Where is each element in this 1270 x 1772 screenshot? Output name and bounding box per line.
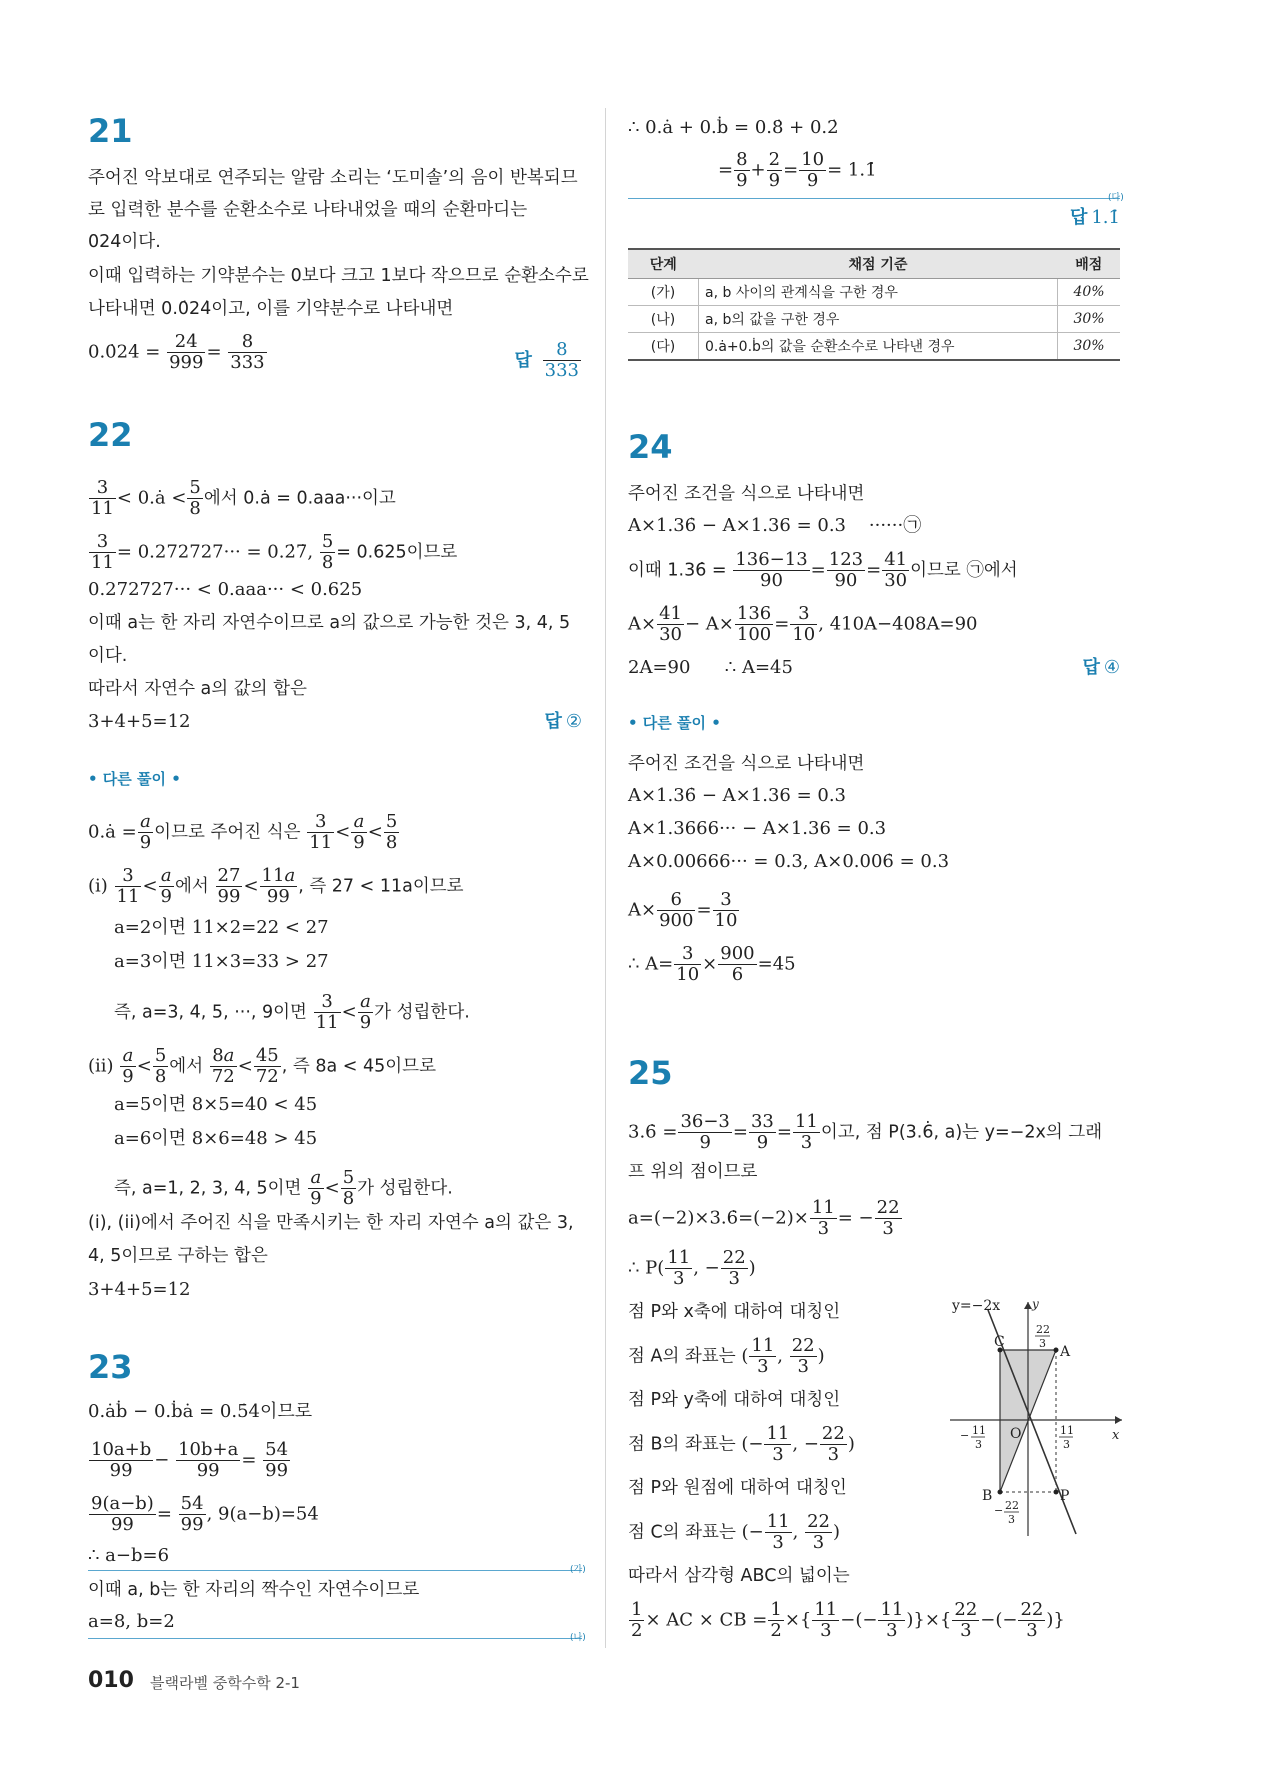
p23-cont-line-2: = $\frac{8}{9}$ + $\frac{2}{9}$ = $\frac{10}{9}$ = 1.1̇ — [718, 149, 877, 191]
p23-line-4: ∴ a−b=6 — [88, 1545, 170, 1566]
point-b — [998, 1490, 1003, 1495]
p25-line-2: 프 위의 점이므로 — [628, 1162, 758, 1182]
p24-line-5: 2A=90 ∴ A=45 — [628, 657, 793, 678]
p21-line-5: 나타내면 0.0̇24̇이고, 이를 기약분수로 나타내면 — [88, 299, 454, 319]
p22-alt-case-ii: (ii) $\frac{a}{9}$ < $\frac{5}{8}$ 에서 $\frac{8a}{72}$ < $\frac{45}{72}$ , 즉 8a < 45이므로 — [88, 1045, 436, 1087]
p23-rule-na — [88, 1638, 582, 1639]
p25-line-5: 점 P와 x축에 대하여 대칭인 — [628, 1302, 841, 1322]
p25-line-9: 점 P와 원점에 대하여 대칭인 — [628, 1478, 847, 1498]
p22-conclusion-3: 3+4+5=12 — [88, 1279, 191, 1300]
p24-alt-line-1: 주어진 조건을 식으로 나타내면 — [628, 754, 865, 774]
p22-alt-case-i: (i) $\frac{3}{11}$ < $\frac{a}{9}$ 에서 $\frac{27}{99}$ < $\frac{11a}{99}$ , 즉 27 < 11a이므로 — [88, 865, 464, 907]
p25-line-7: 점 P와 y축에 대하여 대칭인 — [628, 1390, 841, 1410]
p22-conclusion-2: 4, 5이므로 구하는 합은 — [88, 1246, 268, 1266]
p22-alt-ii-4: 즉, a=1, 2, 3, 4, 5이면 $\frac{a}{9}$ < $\frac{5}{8}$ 가 성립한다. — [114, 1167, 453, 1209]
p22-line-5: 이다. — [88, 646, 128, 666]
coordinate-graph — [950, 1296, 1126, 1536]
point-p — [1054, 1490, 1059, 1495]
p24-line-4: A× $\frac{41}{30}$ − A× $\frac{136}{100}$ = $\frac{3}{10}$ , 410A−408A=90 — [628, 603, 978, 645]
p22-line-3: 0.272727··· < 0.aaa··· < 0.625 — [88, 579, 363, 600]
p25-line-3: a=(−2)×3.6̇=(−2)× $\frac{11}{3}$ = − $\frac{22}{3}$ — [628, 1197, 900, 1239]
p22-line-1: $\frac{3}{11}$ < 0.ȧ < $\frac{5}{8}$ 에서 0.ȧ = 0.aaa···이고 — [91, 477, 396, 519]
svg-text:3: 3 — [1008, 1513, 1015, 1526]
x-axis-arrow — [1115, 1416, 1122, 1424]
p24-alt-label: • 다른 풀이 • — [628, 714, 721, 732]
p24-line-1: 주어진 조건을 식으로 나타내면 — [628, 484, 865, 504]
p23-rule-ga — [88, 1570, 582, 1571]
p22-answer: 답 ② — [544, 711, 582, 732]
svg-text:22: 22 — [1005, 1499, 1019, 1512]
column-divider — [605, 108, 606, 1648]
label-x: x — [1112, 1428, 1120, 1443]
p22-alt-line-1: 0.ȧ = $\frac{a}{9}$ 이므로 주어진 식은 $\frac{3}{11}$ < $\frac{a}{9}$ < $\frac{5}{8}$ — [88, 811, 398, 853]
point-a — [1054, 1348, 1059, 1353]
label-c: C — [994, 1334, 1005, 1350]
p22-alt-label: • 다른 풀이 • — [88, 770, 181, 788]
p24-line-2: A×1.36̇ − A×1.36 = 0.3 ······㉠ — [628, 515, 922, 536]
svg-text:11: 11 — [1060, 1424, 1074, 1437]
p23-line-6: a=8, b=2 — [88, 1611, 175, 1632]
p23-line-1: 0.ȧḃ − 0.ḃȧ = 0.5̇4̇이므로 — [88, 1401, 313, 1422]
p25-line-1: 3.6̇ = $\frac{36-3}{9}$ = $\frac{33}{9}$ = $\frac{11}{3}$ 이고, 점 P(3.6̇, a)는 y=−2x의 그래 — [628, 1111, 1103, 1153]
p22-alt-ii-2: a=5이면 8×5=40 < 45 — [114, 1094, 318, 1115]
p22-alt-i-4: 즉, a=3, 4, 5, ···, 9이면 $\frac{3}{11}$ < $\frac{a}{9}$ 가 성립한다. — [114, 991, 470, 1033]
problem-number-23: 23 — [88, 1348, 133, 1386]
grading-table — [628, 248, 1120, 361]
label-a: A — [1060, 1344, 1071, 1360]
problem-number-21: 21 — [88, 112, 133, 150]
problem-number-24: 24 — [628, 428, 673, 466]
p21-line-4: 이때 입력하는 기약분수는 0보다 크고 1보다 작으므로 순환소수로 — [88, 266, 589, 286]
p24-answer: 답 ④ — [1082, 657, 1120, 678]
table-row: (가) a, b 사이의 관계식을 구한 경우 40% — [628, 279, 1120, 306]
p23-line-2: $\frac{10a+b}{99}$ − $\frac{10b+a}{99}$ = $\frac{54}{99}$ — [91, 1439, 289, 1481]
page-number: 010 — [88, 1668, 134, 1693]
p25-line-11: 따라서 삼각형 ABC의 넓이는 — [628, 1566, 850, 1586]
svg-text:11: 11 — [972, 1424, 986, 1437]
label-p: P — [1060, 1488, 1070, 1504]
p22-alt-i-3: a=3이면 11×3=33 > 27 — [114, 951, 329, 972]
p22-alt-ii-3: a=6이면 8×6=48 > 45 — [114, 1128, 318, 1149]
label-y: y — [1032, 1297, 1039, 1311]
table-header-criteria: 채점 기준 — [699, 249, 1058, 279]
p22-line-2: $\frac{3}{11}$ = 0.272727··· = 0.2̇7̇, $\frac{5}{8}$ = 0.625이므로 — [91, 531, 458, 573]
p25-line-4: ∴ P( $\frac{11}{3}$ , − $\frac{22}{3}$ ) — [628, 1247, 756, 1289]
table-row: (다) 0.ȧ+0.ḃ의 값을 순환소수로 나타낸 경우 30% — [628, 333, 1120, 361]
p23-answer: 답 1.1̇ — [1069, 207, 1120, 228]
p25-line-8: 점 B의 좌표는 (− $\frac{11}{3}$ , − $\frac{22}{3}$ ) — [628, 1423, 855, 1465]
label-line: y=−2x — [952, 1298, 1001, 1314]
p22-alt-i-2: a=2이면 11×2=22 < 27 — [114, 917, 329, 938]
p24-alt-line-6: ∴ A= $\frac{3}{10}$ × $\frac{900}{6}$ =45 — [628, 943, 796, 985]
p23-line-3: $\frac{9(a-b)}{99}$ = $\frac{54}{99}$ , 9(a−b)=54 — [91, 1493, 319, 1535]
label-origin: O — [1010, 1426, 1022, 1442]
p25-line-12: $\frac{1}{2}$ × AC × CB = $\frac{1}{2}$ ×{ $\frac{11}{3}$ −(− $\frac{11}{3}$ )}×{ $\frac{22}{3}$ −(− $\frac{22}{3}$ )} — [631, 1599, 1065, 1641]
p21-equation: 0.0̇24̇ = $\frac{24}{999}$ = $\frac{8}{333}$ — [88, 331, 265, 373]
p21-line-2: 로 입력한 분수를 순환소수로 나타내었을 때의 순환마디는 — [88, 200, 528, 220]
p24-alt-line-3: A×1.3666··· − A×1.36 = 0.3 — [628, 818, 887, 839]
problem-number-25: 25 — [628, 1054, 673, 1092]
svg-text:−: − — [994, 1504, 1004, 1517]
svg-text:22: 22 — [1036, 1323, 1050, 1336]
p25-line-10: 점 C의 좌표는 (− $\frac{11}{3}$ , $\frac{22}{3}$ ) — [628, 1511, 840, 1553]
mark-na: (나) — [570, 1633, 586, 1643]
p23-rule-da — [628, 198, 1120, 199]
p21-line-3: 024이다. — [88, 232, 161, 252]
svg-text:3: 3 — [1039, 1337, 1046, 1350]
svg-text:3: 3 — [1063, 1438, 1070, 1451]
p22-conclusion-1: (i), (ii)에서 주어진 식을 만족시키는 한 자리 자연수 a의 값은 3, — [88, 1213, 574, 1233]
table-header-step: 단계 — [628, 249, 699, 279]
p24-alt-line-4: A×0.00666··· = 0.3, A×0.006̇ = 0.3 — [628, 851, 950, 872]
frac-8-333: $\frac{8}{333}$ — [230, 331, 265, 373]
mark-ga: (가) — [570, 1565, 586, 1575]
label-b: B — [982, 1488, 993, 1504]
p21-answer: 답 $\frac{8}{333}$ — [514, 339, 579, 381]
problem-number-22: 22 — [88, 416, 133, 454]
svg-text:3: 3 — [975, 1438, 982, 1451]
p24-line-3: 이때 1.36̇ = $\frac{136-13}{90}$ = $\frac{123}{90}$ = $\frac{41}{30}$ 이므로 ㉠에서 — [628, 549, 1018, 591]
p21-line-1: 주어진 악보대로 연주되는 알람 소리는 ‘도미솔’의 음이 반복되므 — [88, 168, 578, 188]
svg-text:−: − — [960, 1429, 970, 1442]
p22-line-6: 따라서 자연수 a의 값의 합은 — [88, 679, 307, 699]
p24-alt-line-5: A× $\frac{6}{900}$ = $\frac{3}{10}$ — [628, 889, 738, 931]
book-title: 블랙라벨 중학수학 2-1 — [150, 1674, 300, 1692]
p23-cont-line-1: ∴ 0.ȧ + 0.ḃ = 0.8̇ + 0.2̇ — [628, 117, 839, 138]
frac-24-999: $\frac{24}{999}$ — [169, 331, 204, 373]
p25-line-6: 점 A의 좌표는 ( $\frac{11}{3}$ , $\frac{22}{3}$ ) — [628, 1335, 825, 1377]
p23-line-5: 이때 a, b는 한 자리의 짝수인 자연수이므로 — [88, 1580, 420, 1600]
table-row: (나) a, b의 값을 구한 경우 30% — [628, 306, 1120, 333]
mark-da: (다) — [1108, 193, 1124, 203]
table-header-score: 배점 — [1058, 249, 1121, 279]
p22-line-7: 3+4+5=12 — [88, 711, 191, 732]
y-axis-arrow — [1024, 1302, 1032, 1309]
p24-alt-line-2: A×1.36̇ − A×1.36 = 0.3 — [628, 785, 846, 806]
p22-line-4: 이때 a는 한 자리 자연수이므로 a의 값으로 가능한 것은 3, 4, 5 — [88, 613, 571, 633]
